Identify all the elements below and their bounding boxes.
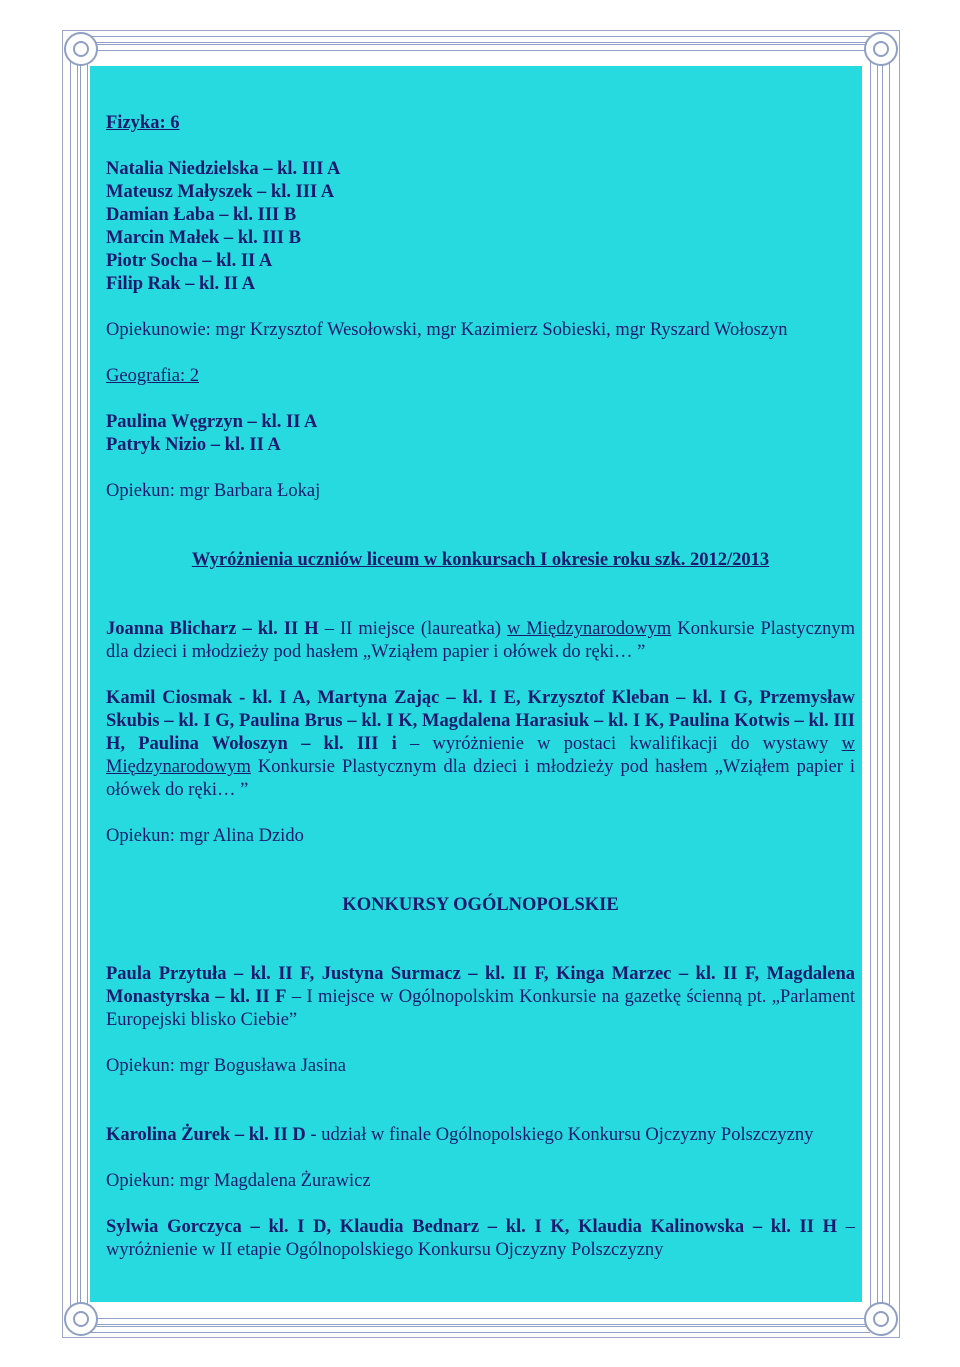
corner-ornament-icon: [64, 1302, 98, 1336]
award-names: Joanna Blicharz – kl. II H: [106, 619, 319, 639]
wyroznienia-heading: Wyróżnienia uczniów liceum w konkursach I okresie roku szk. 2012/2013: [191, 550, 770, 570]
geografia-student-list: [106, 411, 855, 457]
list-item: Damian Łaba – kl. III B: [106, 205, 297, 225]
award-text: Konkursie Plastycznym dla dzieci i młodzieży pod hasłem „Wziąłem papier i ołówek do ręki… ”: [106, 619, 855, 662]
competition-link: w Międzynarodowym: [507, 619, 672, 639]
list-item: Mateusz Małyszek – kl. III A: [106, 182, 335, 202]
wyroznienia-tutor: Opiekun: mgr Alina Dzido: [106, 826, 304, 846]
list-item: Filip Rak – kl. II A: [106, 274, 256, 294]
award-text: Konkursie Plastycznym dla dzieci i młodzieży pod hasłem „Wziąłem papier i ołówek do ręki… ”: [106, 757, 855, 800]
frame-beam: [90, 1318, 870, 1325]
document-content: [106, 112, 855, 1262]
list-item: Paulina Węgrzyn – kl. II A: [106, 412, 318, 432]
award-text: - udział w finale Ogólnopolskiego Konkursu Ojczyzny Polszczyzny: [305, 1125, 814, 1145]
frame-column: [882, 50, 890, 1320]
competition-link: w Międzynarodowym: [106, 734, 855, 777]
award-names: Kamil Ciosmak - kl. I A, Martyna Zając – kl. I E, Krzysztof Kleban – kl. I G, Przemysław Skubis – kl. I G, Paulina Brus – kl. I K, Magdalena Harasiuk – kl. I K, Paulina Kotwis – kl. III H, Paulina Wołoszyn – kl. III i: [106, 688, 855, 754]
award-names: Paula Przytuła – kl. II F, Justyna Surmacz – kl. II F, Kinga Marzec – kl. II F, Magdalena Monastyrska – kl. II F: [106, 964, 855, 1007]
frame-beam: [90, 44, 870, 51]
corner-ornament-icon: [64, 32, 98, 66]
corner-ornament-icon: [864, 1302, 898, 1336]
award-entry: [106, 687, 855, 802]
list-item: Patryk Nizio – kl. II A: [106, 435, 281, 455]
corner-ornament-icon: [864, 32, 898, 66]
fizyka-student-list: [106, 158, 855, 296]
ogolnopolskie-tutor: Opiekun: mgr Magdalena Żurawicz: [106, 1171, 371, 1191]
award-names: Sylwia Gorczyca – kl. I D, Klaudia Bednarz – kl. I K, Klaudia Kalinowska – kl. II H: [106, 1217, 838, 1237]
list-item: Natalia Niedzielska – kl. III A: [106, 159, 341, 179]
award-text: – II miejsce (laureatka): [318, 619, 508, 639]
ogolnopolskie-tutor: Opiekun: mgr Bogusława Jasina: [106, 1056, 346, 1076]
award-text: – wyróżnienie w II etapie Ogólnopolskiego Konkursu Ojczyzny Polszczyzny: [106, 1217, 856, 1260]
frame-column: [870, 50, 878, 1320]
list-item: Marcin Małek – kl. III B: [106, 228, 301, 248]
list-item: Piotr Socha – kl. II A: [106, 251, 273, 271]
frame-beam: [90, 1326, 870, 1333]
award-entry: [106, 1124, 855, 1147]
award-entry: [106, 618, 855, 664]
fizyka-tutors: Opiekunowie: mgr Krzysztof Wesołowski, mgr Kazimierz Sobieski, mgr Ryszard Wołoszyn: [106, 320, 788, 340]
fizyka-heading: Fizyka: 6: [106, 113, 180, 133]
award-entry: [106, 963, 855, 1032]
geografia-heading: Geografia: 2: [106, 366, 199, 386]
frame-beam: [90, 36, 870, 43]
geografia-tutor: Opiekun: mgr Barbara Łokaj: [106, 481, 321, 501]
ogolnopolskie-heading: KONKURSY OGÓLNOPOLSKIE: [342, 895, 619, 915]
frame-column: [70, 50, 78, 1320]
award-names: Karolina Żurek – kl. II D: [106, 1125, 306, 1145]
award-entry: [106, 1216, 855, 1262]
award-text: – I miejsce w Ogólnopolskim Konkursie na gazetkę ścienną pt. „Parlament Europejski blisko Ciebie”: [106, 987, 855, 1030]
award-text: – wyróżnienie w postaci kwalifikacji do wystawy: [396, 734, 842, 754]
frame-column: [80, 50, 88, 1320]
